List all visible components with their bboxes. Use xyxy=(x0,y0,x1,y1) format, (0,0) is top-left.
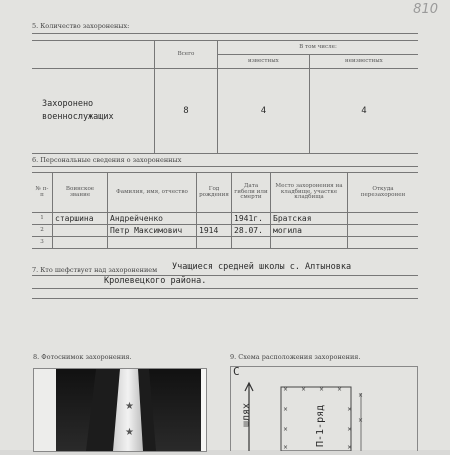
name-line1: Андрейченко xyxy=(108,213,197,225)
svg-text:×: × xyxy=(347,406,353,413)
svg-text:×: × xyxy=(283,386,289,393)
section9-title: 9. Схема расположения захоронения. xyxy=(230,353,361,361)
header-total: Всего xyxy=(155,41,218,69)
svg-text:×: × xyxy=(283,444,289,451)
row-label-cell xyxy=(32,69,155,154)
svg-text:★: ★ xyxy=(125,427,134,438)
unknown-count: 4 xyxy=(309,69,418,154)
col-birth-year: Год рождения xyxy=(197,173,232,213)
svg-text:×: × xyxy=(301,386,307,393)
personal-info-table xyxy=(32,172,418,249)
place-line2: могила xyxy=(271,225,348,237)
svg-text:×: × xyxy=(347,426,353,433)
svg-text:×: × xyxy=(283,426,289,433)
table-row xyxy=(32,237,418,249)
name-line2: Петр Максимович xyxy=(108,225,197,237)
col-death-date: Дата гибели или смерти xyxy=(232,173,271,213)
row-label-line2: военнослужащих xyxy=(42,112,114,122)
page-number: 810 xyxy=(413,2,438,17)
patron-rule1 xyxy=(32,275,418,276)
road-label: шлях xyxy=(241,402,252,427)
svg-text:×: × xyxy=(283,406,289,413)
svg-text:★: ★ xyxy=(125,401,134,412)
col-rank: Воинское звание xyxy=(53,173,108,213)
svg-text:×: × xyxy=(347,444,353,451)
death-line1: 1941г. xyxy=(232,213,271,225)
death-line2: 28.07. xyxy=(232,225,271,237)
svg-text:×: × xyxy=(358,392,364,399)
row-number-3: 3 xyxy=(32,237,53,249)
section8-title: 8. Фотоснимок захоронения. xyxy=(33,353,132,361)
col-reburied-from: Откуда перезахоронен xyxy=(348,173,419,213)
row-number-1: 1 xyxy=(32,213,53,225)
header-including: В том числе: xyxy=(218,41,419,55)
col-name: Фамилия, имя, отчество xyxy=(108,173,197,213)
burial-scheme xyxy=(230,366,418,451)
burial-photo xyxy=(33,368,207,452)
row-label-line1: Захоронено xyxy=(42,99,94,110)
header-unknown: неизвестных xyxy=(309,55,418,69)
section6-title: 6. Персональные сведения о захороненных xyxy=(32,156,182,164)
patron-line2: Кролевецкого района. xyxy=(104,276,207,286)
patron-rule3 xyxy=(32,298,418,299)
known-count: 4 xyxy=(218,69,310,154)
patron-line1: Учащиеся средней школы с. Алтыновка xyxy=(172,262,352,272)
patron-rule2 xyxy=(32,288,418,289)
table-row xyxy=(32,213,418,225)
section7-title: 7. Кто шефствует над захоронением xyxy=(32,266,158,274)
table-row xyxy=(32,225,418,237)
birth-empty-cell xyxy=(197,213,232,225)
birth-year-value: 1914 xyxy=(197,225,232,237)
svg-text:×: × xyxy=(319,386,325,393)
section5-title: 5. Количество захороненых: xyxy=(32,22,130,30)
section5-top-rule xyxy=(32,33,418,34)
row-number-2: 2 xyxy=(32,225,53,237)
field-label: П-1-ряд xyxy=(315,404,326,447)
header-known: известных xyxy=(218,55,310,69)
rank-value: старшина xyxy=(53,213,108,225)
place-line1: Братская xyxy=(271,213,348,225)
burials-count-table xyxy=(32,40,418,154)
monument-photo-image xyxy=(34,369,206,451)
col-burial-place: Место захоронения на кладбище, участке кладбища xyxy=(271,173,348,213)
section6-top-rule xyxy=(32,166,418,167)
north-label: С xyxy=(233,365,240,378)
header-total-blank xyxy=(32,41,155,69)
svg-text:×: × xyxy=(337,386,343,393)
svg-text:×: × xyxy=(358,417,364,424)
total-count: 8 xyxy=(155,69,218,154)
col-number: № п-п xyxy=(32,173,53,213)
